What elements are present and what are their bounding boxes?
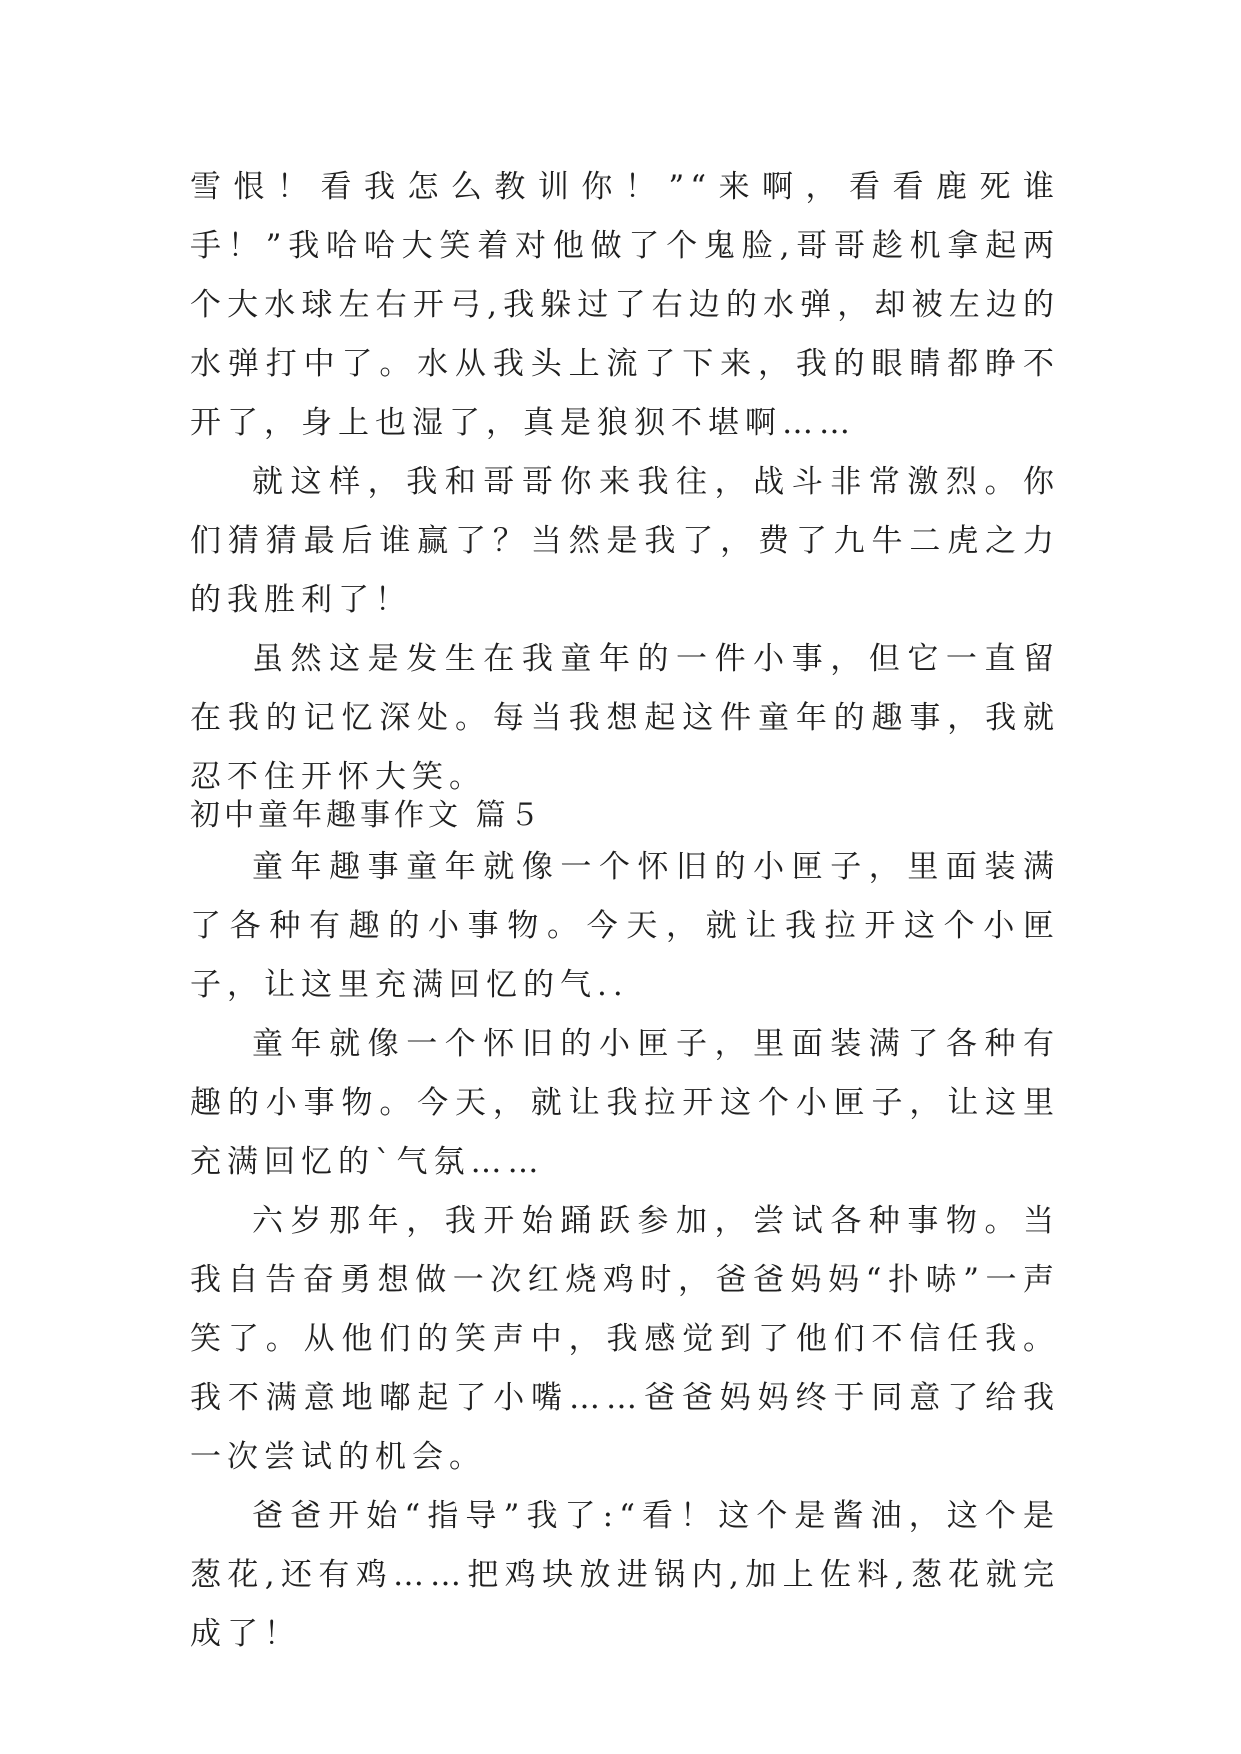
- paragraph: 爸爸开始“指导”我了:“看！这个是酱油，这个是葱花,还有鸡……把鸡块放进锅内,加上佐料,葱花就完成了！: [190, 1498, 1060, 1652]
- paragraph: 就这样，我和哥哥你来我往，战斗非常激烈。你们猜猜最后谁赢了？当然是我了，费了九牛二虎之力的我胜利了！: [190, 464, 1060, 618]
- paragraph: 虽然这是发生在我童年的一件小事，但它一直留在我的记忆深处。每当我想起这件童年的趣事，我就忍不住开怀大笑。: [190, 641, 1060, 795]
- paragraph: 六岁那年，我开始踊跃参加，尝试各种事物。当我自告奋勇想做一次红烧鸡时，爸爸妈妈“扑哧”一声笑了。从他们的笑声中，我感觉到了他们不信任我。我不满意地嘟起了小嘴……爸爸妈妈终于同意了给我一次尝试的机会。: [190, 1203, 1060, 1475]
- paragraph: 童年趣事童年就像一个怀旧的小匣子，里面装满了各种有趣的小事物。今天，就让我拉开这个小匣子，让这里充满回忆的气..: [190, 849, 1060, 1003]
- article-part-1: [190, 158, 1060, 807]
- paragraph: 童年就像一个怀旧的小匣子，里面装满了各种有趣的小事物。今天，就让我拉开这个小匣子，让这里充满回忆的`气氛……: [190, 1026, 1060, 1180]
- heading-spacer: [190, 779, 1060, 838]
- paragraph-continued: 雪恨！看我怎么教训你！”“来啊，看看鹿死谁手！”我哈哈大笑着对他做了个鬼脸,哥哥趁机拿起两个大水球左右开弓,我躲过了右边的水弹，却被左边的水弹打中了。水从我头上流了下来，我的眼睛都睁不开了，身上也湿了，真是狼狈不堪啊……: [190, 169, 1060, 441]
- section-heading: 初中童年趣事作文 篇５: [190, 798, 544, 833]
- article-part-2: [190, 779, 1060, 1664]
